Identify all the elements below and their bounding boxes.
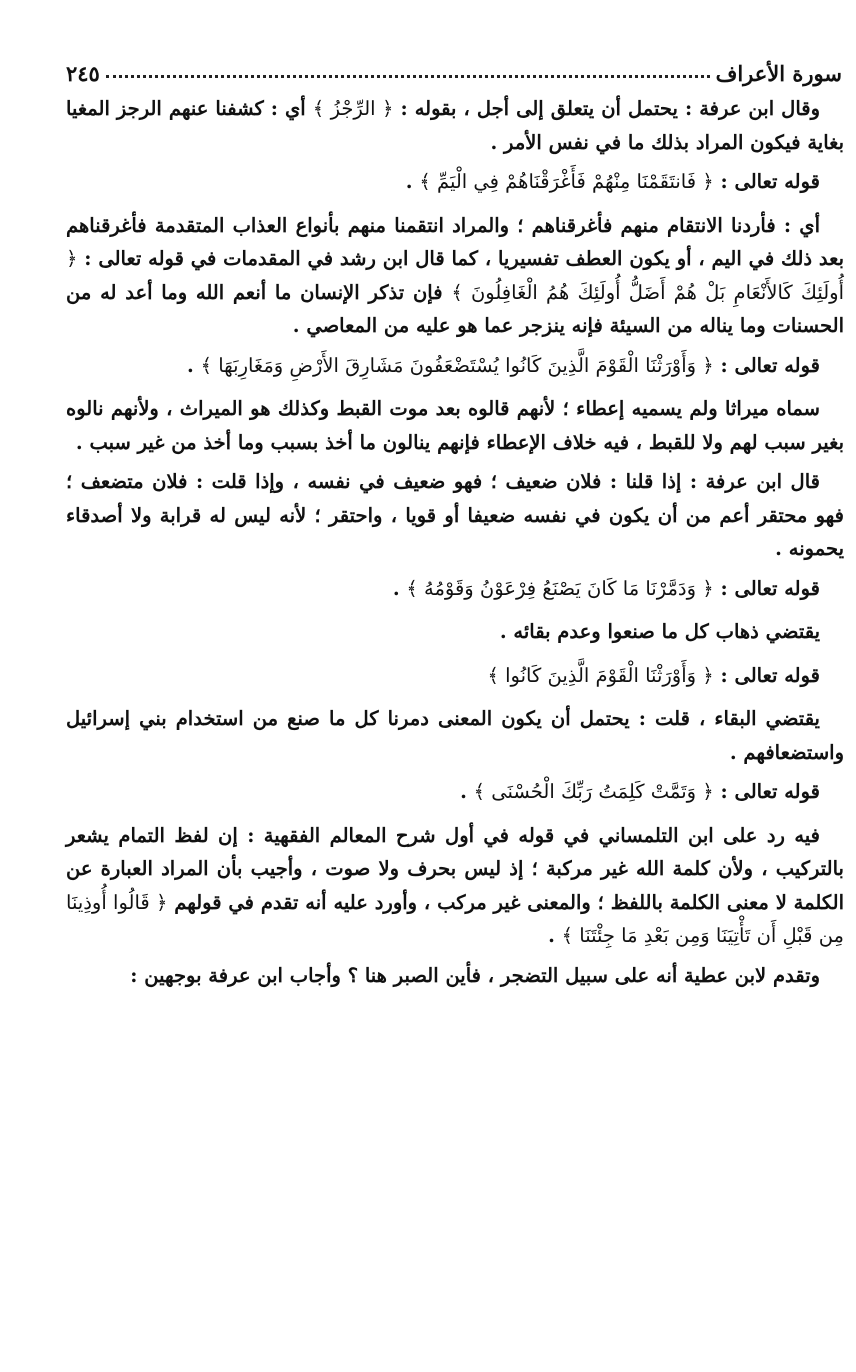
text-run: سماه ميراثا ولم يسميه إعطاء ؛ لأنهم قالوه بعد موت القبط وكذلك هو الميراث ، ولأنهم نالوه بغير سبب لهم ولا للقبط ، فيه خلاف الإعطاء فإنهم ينالون ما أخذ بسبب وما أخذ من غير سبب . xyxy=(66,397,844,454)
text-run: . xyxy=(392,576,407,600)
running-header xyxy=(66,56,842,86)
quran-verse: ﴿ الرِّجْزُ ﴾ xyxy=(312,97,394,120)
header-dotted-leader xyxy=(106,75,710,78)
text-run: قوله تعالى : xyxy=(713,663,820,687)
commentary-paragraph xyxy=(66,92,844,159)
quran-verse: ﴿ أُولَئِكَ كَالأَنْعَامِ بَلْ هُمْ أَضَلُّ أُولَئِكَ هُمُ الْغَافِلُونَ ﴾ xyxy=(66,247,844,304)
text-run: وتقدم لابن عطية أنه على سبيل التضجر ، فأين الصبر هنا ؟ وأجاب ابن عرفة بوجهين : xyxy=(130,963,820,987)
commentary-paragraph xyxy=(66,702,844,769)
text-run: قوله تعالى : xyxy=(713,576,820,600)
text-run: أي : فأردنا الانتقام منهم فأغرقناهم ؛ والمراد انتقمنا منهم بأنواع العذاب المتقدمة فأغرقناهم بعد ذلك في اليم ، أو يكون العطف تفسيريا ، كما قال ابن رشد في المقدمات في قوله تعالى : xyxy=(66,213,844,270)
text-run: قوله تعالى : xyxy=(713,780,820,803)
page-number: ٢٤٥ xyxy=(66,61,100,86)
quran-verse: ﴿ وَدَمَّرْنَا مَا كَانَ يَصْنَعُ فِرْعَوْنُ وَقَوْمُهُ ﴾ xyxy=(406,576,714,600)
quran-verse: ﴿ وَأَوْرَثْنَا الْقَوْمَ الَّذِينَ كَانُوا ﴾ xyxy=(487,663,714,687)
commentary-paragraph xyxy=(66,392,844,459)
commentary-paragraph xyxy=(66,209,844,343)
text-run: وقال ابن عرفة : يحتمل أن يتعلق إلى أجل ، بقوله : xyxy=(393,97,821,120)
quran-heading-paragraph xyxy=(66,572,844,606)
text-run: فإن تذكر الإنسان ما أنعم الله وما أعد له من الحسنات وما يناله من السيئة فإنه ينزجر عما هو عليه من المعاصي . xyxy=(66,280,844,337)
text-run: . xyxy=(548,924,562,947)
commentary-paragraph xyxy=(66,819,844,953)
quran-verse: ﴿ فَانتَقَمْنَا مِنْهُمْ فَأَغْرَقْنَاهُمْ فِي الْيَمِّ ﴾ xyxy=(419,170,714,193)
quran-heading-paragraph xyxy=(66,775,844,809)
commentary-paragraph xyxy=(66,465,844,566)
quran-heading-paragraph xyxy=(66,615,844,649)
text-run: . xyxy=(187,353,201,377)
quran-heading-paragraph xyxy=(66,659,844,693)
text-run: . xyxy=(405,170,420,193)
text-run: قوله تعالى : xyxy=(713,353,820,377)
text-run: يقتضي ذهاب كل ما صنعوا وعدم بقائه . xyxy=(499,620,820,643)
quran-heading-paragraph xyxy=(66,165,844,199)
page-body-text xyxy=(66,92,844,998)
text-run: يقتضي البقاء ، قلت : يحتمل أن يكون المعنى دمرنا كل ما صنع من استخدام بني إسرائيل واستضعافهم . xyxy=(66,707,844,764)
text-run: أي : كشفنا عنهم الرجز المغيا بغاية فيكون المراد بذلك ما في نفس الأمر . xyxy=(66,97,844,154)
surah-title: سورة الأعراف xyxy=(715,61,842,86)
quran-heading-paragraph xyxy=(66,349,844,383)
text-run: فيه رد على ابن التلمساني في قوله في أول شرح المعالم الفقهية : إن لفظ التمام يشعر بالتركيب ، ولأن كلمة الله غير مركبة ؛ إذ ليس بحرف ولا صوت ، وأجيب بأن المراد العبارة عن الكلمة لا معنى الكلمة باللفظ ؛ والمعنى غير مركب ، وأورد عليه أنه تقدم في قولهم xyxy=(66,823,844,914)
text-run: . xyxy=(460,780,474,803)
quran-verse: ﴿ وَأَوْرَثْنَا الْقَوْمَ الَّذِينَ كَانُوا يُسْتَضْعَفُونَ مَشَارِقَ الأَرْضِ وَمَغَارِبَهَا ﴾ xyxy=(200,353,714,377)
commentary-paragraph xyxy=(66,959,844,993)
quran-verse: ﴿ وَتَمَّتْ كَلِمَتُ رَبِّكَ الْحُسْنَى ﴾ xyxy=(473,780,714,803)
text-run: قال ابن عرفة : إذا قلنا : فلان ضعيف ؛ فهو ضعيف في نفسه ، وإذا قلت : فلان متضعف ؛ فهو محتقر أعم من أن يكون في نفسه ضعيفا أو قويا ، واحتقر ؛ لأنه ليس له قرابة ولا أصدقاء يحمونه . xyxy=(66,470,844,560)
text-run: قوله تعالى : xyxy=(713,170,820,193)
quran-verse: ﴿ قَالُوا أُوذِينَا مِن قَبْلِ أَن تَأْتِيَنَا وَمِن بَعْدِ مَا جِئْتَنَا ﴾ xyxy=(66,890,844,947)
